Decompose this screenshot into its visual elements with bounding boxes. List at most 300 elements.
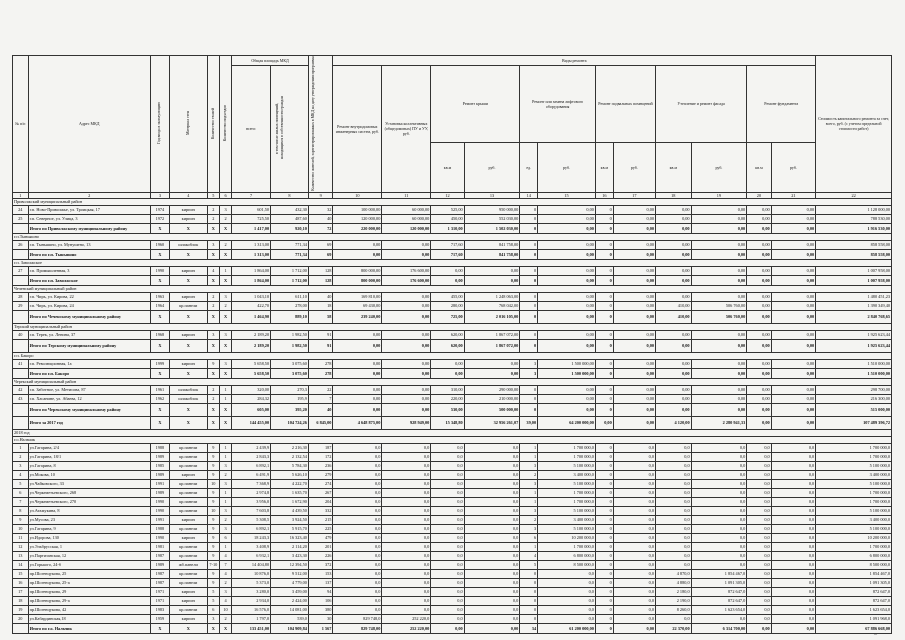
table-cell: 0 [595, 561, 613, 570]
table-cell: 10 [13, 525, 29, 534]
table-cell: 0,00 [613, 340, 655, 353]
table-cell: 0,00 [691, 224, 747, 234]
table-cell: Х [169, 417, 207, 430]
table-cell: 3 075,60 [271, 360, 309, 369]
total-label-cell: Итого по Приволжскому муниципальному району [28, 224, 150, 234]
table-cell [13, 224, 29, 234]
table-cell: 2 [219, 516, 231, 525]
table-cell: 0 [520, 386, 538, 395]
table-cell: 5 373,0 [232, 579, 271, 588]
table-cell: 215 [308, 516, 332, 525]
unit-facade-m2: кв.м [656, 142, 692, 192]
table-cell: 0,0 [538, 588, 596, 597]
table-cell: 0,0 [771, 597, 816, 606]
table-cell: 0,0 [382, 525, 431, 534]
column-number: 22 [816, 192, 892, 198]
table-cell: 0,00 [431, 267, 464, 276]
table-row [13, 331, 892, 340]
table-cell: кирпич [169, 360, 207, 369]
table-cell: 0,00 [538, 250, 596, 260]
column-number: 6 [219, 192, 231, 198]
table-cell: 0,0 [747, 552, 771, 561]
table-cell: 0,00 [771, 311, 816, 324]
address-cell: пр.Шогенцукова, 29-а [28, 597, 150, 606]
table-cell: 0,00 [333, 404, 382, 417]
table-cell: 0,0 [333, 498, 382, 507]
table-cell: 0,00 [538, 404, 596, 417]
table-cell: 1971 [150, 588, 169, 597]
table-cell: 0,00 [382, 395, 431, 404]
table-cell: 1968 [150, 331, 169, 340]
table-cell: 0 [520, 206, 538, 215]
address-cell: г.п. Чирь, ул. Кирова, 24 [28, 302, 150, 311]
table-cell: 0,0 [747, 597, 771, 606]
table-cell: 10 876,0 [232, 570, 271, 579]
column-number: 10 [333, 192, 382, 198]
table-cell: 0,00 [613, 206, 655, 215]
table-cell: 1 091 968,0 [816, 615, 892, 624]
table-cell: 0,0 [382, 543, 431, 552]
table-cell: 0,0 [613, 507, 655, 516]
table-cell: 0,0 [431, 588, 464, 597]
table-cell: 800 000,00 [333, 267, 382, 276]
table-cell: 0,00 [691, 293, 747, 302]
table-cell: 1 510 000,00 [816, 369, 892, 379]
table-cell: 60 000,00 [382, 215, 431, 224]
table-cell: 0,00 [747, 340, 771, 353]
table-cell: 1 [520, 543, 538, 552]
table-row [13, 293, 892, 302]
table-cell: 0,0 [747, 534, 771, 543]
table-cell: 1 635,70 [271, 489, 309, 498]
section-row [13, 379, 892, 386]
table-cell: 3 400 000,0 [816, 471, 892, 480]
table-cell: кр.панели [169, 444, 207, 453]
table-cell: 16 576,0 [232, 606, 271, 615]
table-cell: 0,0 [431, 471, 464, 480]
table-cell [13, 417, 29, 430]
table-cell: 1 390 349,40 [816, 302, 892, 311]
table-cell: 9 [207, 570, 219, 579]
table-cell: 40 [308, 404, 332, 417]
table-cell: 0,0 [382, 570, 431, 579]
table-cell: 0,00 [656, 293, 692, 302]
table-cell: 18 [308, 302, 332, 311]
table-cell: 0,00 [747, 293, 771, 302]
table-body [13, 199, 892, 634]
section-label: Чеченский муниципальный район [13, 286, 892, 293]
table-cell: 9 512,00 [271, 570, 309, 579]
table-cell: 920,10 [271, 224, 309, 234]
table-cell: 450,00 [431, 215, 464, 224]
table-cell: 0 [595, 404, 613, 417]
table-row [13, 267, 892, 276]
table-cell: 153 [308, 570, 332, 579]
table-cell: 0 [595, 597, 613, 606]
table-cell: 0,00 [771, 224, 816, 234]
table-cell: 1 007 958,00 [816, 267, 892, 276]
table-cell: 0,0 [747, 489, 771, 498]
table-cell: 0,0 [464, 597, 520, 606]
table-cell: 717,60 [431, 250, 464, 260]
table-cell: шлакоблок [169, 386, 207, 395]
table-cell: 0,0 [382, 552, 431, 561]
address-cell: пр.Шогенцукова, 42 [28, 606, 150, 615]
table-cell: 6 800 000,0 [538, 552, 596, 561]
table-cell: 0,00 [656, 404, 692, 417]
table-cell: 0,0 [464, 516, 520, 525]
table-cell: 290 000,00 [464, 386, 520, 395]
table-cell: 2 [219, 471, 231, 480]
header-total-cost: Стоимость капитального ремонта за счет, всего, руб. (с учетом предельной стоимости работ) [816, 56, 892, 193]
table-cell: 0,00 [771, 360, 816, 369]
table-row [13, 588, 892, 597]
table-cell: 1964 [150, 302, 169, 311]
table-cell: 0,00 [464, 267, 520, 276]
table-cell: Х [169, 311, 207, 324]
address-cell: ул.Гагарина, 9 [28, 525, 150, 534]
table-cell: 0,00 [382, 250, 431, 260]
table-cell: 0,00 [691, 331, 747, 340]
table-cell: 9 [207, 498, 219, 507]
table-cell: 5 [520, 561, 538, 570]
table-cell: 2 840 768,65 [816, 311, 892, 324]
table-cell: 0,0 [333, 606, 382, 615]
table-cell: 1 623 654,0 [816, 606, 892, 615]
table-cell: 4 870,0 [656, 570, 692, 579]
table-cell: 216 300,00 [816, 395, 892, 404]
table-cell: 0 [520, 606, 538, 615]
table-cell: 0,00 [691, 395, 747, 404]
table-cell: 0,00 [382, 331, 431, 340]
column-number: 15 [538, 192, 596, 198]
table-cell: кирпич [169, 206, 207, 215]
table-cell: 0 [595, 369, 613, 379]
table-cell: 0,0 [691, 516, 747, 525]
table-cell: 72 [308, 224, 332, 234]
table-cell: 0,0 [771, 525, 816, 534]
table-cell: 0,0 [656, 471, 692, 480]
table-cell: 8 260,0 [656, 606, 692, 615]
table-cell: 0,00 [691, 404, 747, 417]
table-cell: 1981 [150, 543, 169, 552]
table-cell: 0,00 [538, 331, 596, 340]
table-cell: 0,0 [333, 561, 382, 570]
header-engineering: Ремонт внутридомовых инженерных систем, руб. [333, 66, 382, 193]
column-number: 19 [691, 192, 747, 198]
unit-roof-m2: кв.м [431, 142, 464, 192]
table-cell: 0,0 [464, 615, 520, 624]
table-cell: 40 [13, 331, 29, 340]
table-cell: 0,00 [464, 624, 520, 634]
table-cell: 9 [13, 516, 29, 525]
table-cell: 0,0 [333, 489, 382, 498]
table-cell: 0,0 [431, 597, 464, 606]
table-cell: 5 100 000,0 [816, 480, 892, 489]
table-cell: 9 [207, 579, 219, 588]
table-cell: Х [150, 250, 169, 260]
table-cell: 0,00 [613, 267, 655, 276]
address-cell: г.п. Революционная, 1а [28, 360, 150, 369]
table-cell: 0,0 [691, 507, 747, 516]
table-cell: 380 [308, 606, 332, 615]
table-cell: 0,00 [656, 215, 692, 224]
table-cell: 0,0 [771, 588, 816, 597]
table-cell: 3 956,0 [232, 498, 271, 507]
section-row [13, 324, 892, 331]
table-cell [13, 250, 29, 260]
table-cell: 800 000,00 [333, 276, 382, 286]
table-cell: 0,00 [538, 224, 596, 234]
table-cell: 252 220,0 [382, 615, 431, 624]
table-cell: 94 [308, 588, 332, 597]
table-cell: 0,00 [613, 276, 655, 286]
table-cell: 0 [595, 340, 613, 353]
table-cell: 3 [219, 507, 231, 516]
table-cell: 58 [308, 311, 332, 324]
table-cell: 64 200 000,00 [538, 417, 596, 430]
table-cell: 3 [520, 369, 538, 379]
table-cell: 1990 [150, 507, 169, 516]
table-cell: 0,0 [656, 453, 692, 462]
table-cell: 1 700 000,0 [538, 489, 596, 498]
table-cell: 1 510 000,00 [816, 360, 892, 369]
table-cell: 20 [13, 615, 29, 624]
table-cell: 0,00 [382, 386, 431, 395]
table-cell: Х [207, 417, 219, 430]
table-cell: 0,0 [613, 480, 655, 489]
table-cell: 0,0 [771, 570, 816, 579]
table-cell: 128 [308, 276, 332, 286]
table-row [13, 561, 892, 570]
table-cell: 0,00 [747, 360, 771, 369]
table-cell: 0,00 [771, 395, 816, 404]
table-cell: 0,00 [613, 360, 655, 369]
table-cell: 3 [219, 331, 231, 340]
table-cell: 0,00 [613, 331, 655, 340]
table-cell: 0 [595, 570, 613, 579]
table-cell: 16 [13, 579, 29, 588]
table-cell: 0,00 [382, 360, 431, 369]
total-label-cell: Итого по Черекскому муниципальному району [28, 404, 150, 417]
table-cell: Х [150, 311, 169, 324]
table-cell: 3 [520, 480, 538, 489]
table-cell: 432,30 [271, 206, 309, 215]
table-cell: 27 [13, 267, 29, 276]
unit-basement-m2: кв.м [595, 142, 613, 192]
column-number: 17 [613, 192, 655, 198]
table-cell: 0,0 [691, 489, 747, 498]
table-cell: 4 [207, 267, 219, 276]
table-cell: 0,00 [613, 241, 655, 250]
table-cell: кр.панели [169, 498, 207, 507]
table-cell: 0,00 [613, 386, 655, 395]
column-number: 3 [150, 192, 169, 198]
table-cell: 267 [308, 489, 332, 498]
table-cell: 1 700 000,0 [538, 444, 596, 453]
table-cell: 16 323,40 [271, 534, 309, 543]
table-cell: 410,00 [656, 302, 692, 311]
table-cell: 1 797,0 [232, 615, 271, 624]
table-cell: 1 313,00 [232, 241, 271, 250]
table-cell: кр.панели [169, 302, 207, 311]
table-row [13, 579, 892, 588]
table-cell: 0 [595, 293, 613, 302]
table-cell: 7 603,8 [232, 507, 271, 516]
table-cell: 0,0 [333, 534, 382, 543]
table-cell: 611,10 [271, 293, 309, 302]
table-cell: 0 [520, 224, 538, 234]
table-cell: 1 712,00 [271, 267, 309, 276]
table-cell: 0,00 [771, 417, 816, 430]
table-cell: 4 [13, 471, 29, 480]
table-cell: 30 [308, 615, 332, 624]
table-cell: 3 400 000,0 [538, 516, 596, 525]
table-cell: 717,60 [431, 241, 464, 250]
table-cell: 1963 [150, 293, 169, 302]
column-number: 1 [13, 192, 29, 198]
table-row [13, 453, 892, 462]
table-cell: 0 [595, 507, 613, 516]
table-cell: 0,0 [771, 462, 816, 471]
table-cell: 0,0 [771, 615, 816, 624]
address-cell: ул.Партизанская, 12 [28, 552, 150, 561]
table-row [13, 516, 892, 525]
table-cell [13, 404, 29, 417]
table-cell: 18 243,3 [232, 534, 271, 543]
table-cell: 5 100 000,0 [816, 462, 892, 471]
table-cell: 3 [520, 525, 538, 534]
address-cell: г.п. Терек, ул. Ленина, 37 [28, 331, 150, 340]
table-row [13, 552, 892, 561]
table-cell: 0,0 [747, 480, 771, 489]
table-cell: 1 248 063,00 [464, 293, 520, 302]
table-cell: 2 132,54 [271, 453, 309, 462]
table-cell: 0,0 [691, 444, 747, 453]
address-cell: пр.Шогенцукова, 25-а [28, 579, 150, 588]
table-cell: 0 [595, 241, 613, 250]
table-cell: 2 [207, 215, 219, 224]
table-cell: 8 500 000,0 [538, 561, 596, 570]
unit-basement-rub: руб. [613, 142, 655, 192]
table-cell: 69 430,00 [333, 302, 382, 311]
table-cell: 278,00 [271, 302, 309, 311]
table-cell: 841 758,00 [464, 250, 520, 260]
table-cell: 1991 [150, 480, 169, 489]
table-cell: 278 [308, 360, 332, 369]
table-cell: 0,0 [464, 606, 520, 615]
table-cell: 0,00 [538, 340, 596, 353]
table-cell: 0,0 [333, 525, 382, 534]
address-cell: ул.Мокова, 10 [28, 471, 150, 480]
table-cell: 0 [520, 241, 538, 250]
table-cell: 1989 [150, 453, 169, 462]
table-cell: 0,0 [464, 480, 520, 489]
table-cell: 788 530,00 [816, 215, 892, 224]
table-cell: 0,0 [538, 597, 596, 606]
table-cell: 0,00 [333, 250, 382, 260]
table-cell: 104 724,26 [271, 417, 309, 430]
table-cell: кр.панели [169, 507, 207, 516]
column-number: 5 [207, 192, 219, 198]
table-cell: 1 [520, 498, 538, 507]
table-cell: 0,00 [464, 360, 520, 369]
table-cell: 32 [308, 206, 332, 215]
table-cell: 1 567 [308, 624, 332, 634]
table-cell: кр.панели [169, 525, 207, 534]
address-cell: г.п. Тыньяшно, ул. Мунушено, 13 [28, 241, 150, 250]
table-cell: 0,00 [771, 302, 816, 311]
table-row [13, 206, 892, 215]
table-cell: 0,00 [613, 293, 655, 302]
table-cell: 1 712,00 [271, 276, 309, 286]
table-cell: 2 114,20 [271, 543, 309, 552]
table-cell: 0,0 [771, 534, 816, 543]
table-cell: 5 100 000,0 [538, 462, 596, 471]
table-row [13, 215, 892, 224]
table-cell: 0,00 [538, 267, 596, 276]
table-cell: 2 [207, 206, 219, 215]
table-cell: 0,0 [464, 561, 520, 570]
table-cell: 0,0 [613, 534, 655, 543]
table-cell: кирпич [169, 293, 207, 302]
table-cell: 4 779,00 [271, 579, 309, 588]
section-label: г.п. Заволжское [13, 260, 892, 267]
table-cell: 0,0 [747, 579, 771, 588]
table-cell: 0 [595, 516, 613, 525]
table-cell: 0,0 [382, 516, 431, 525]
section-label: Приволжский муниципальный район [13, 199, 892, 206]
table-cell: 0,0 [613, 606, 655, 615]
table-cell: 1 700 000,0 [816, 543, 892, 552]
table-cell: 0,00 [747, 224, 771, 234]
table-cell: 0,0 [771, 480, 816, 489]
table-cell: Х [207, 624, 219, 634]
table-cell: 0 [595, 386, 613, 395]
total-label-cell: Итого по г.п. Заволжское [28, 276, 150, 286]
table-cell: 0,0 [747, 462, 771, 471]
table-cell: 0 [595, 534, 613, 543]
table-cell: 1999 [150, 360, 169, 369]
table-cell: 0,0 [382, 507, 431, 516]
table-cell: 3 [520, 462, 538, 471]
table-cell: 0,0 [333, 597, 382, 606]
table-cell: 128 [308, 267, 332, 276]
table-cell: 3 459,00 [271, 588, 309, 597]
section-label: 2018 год [13, 430, 892, 437]
table-cell: 0,0 [747, 471, 771, 480]
address-cell: ул.Идорова, 130 [28, 534, 150, 543]
table-row [13, 543, 892, 552]
table-row [13, 241, 892, 250]
table-cell: 1 417,00 [232, 224, 271, 234]
table-cell: 0,0 [691, 552, 747, 561]
table-cell: 1 128 000,00 [816, 206, 892, 215]
table-cell: 455,00 [431, 293, 464, 302]
table-cell: 10 [219, 606, 231, 615]
table-cell: 0,00 [613, 215, 655, 224]
table-cell: Х [150, 417, 169, 430]
table-cell: 0,0 [431, 453, 464, 462]
table-cell: кр.панели [169, 480, 207, 489]
table-cell: 0,00 [656, 276, 692, 286]
table-cell: 0,0 [431, 606, 464, 615]
table-cell: 2 [520, 516, 538, 525]
table-cell: 0,00 [464, 276, 520, 286]
table-cell: 1 [219, 489, 231, 498]
table-cell: 0,0 [613, 462, 655, 471]
table-cell: 10 [207, 480, 219, 489]
